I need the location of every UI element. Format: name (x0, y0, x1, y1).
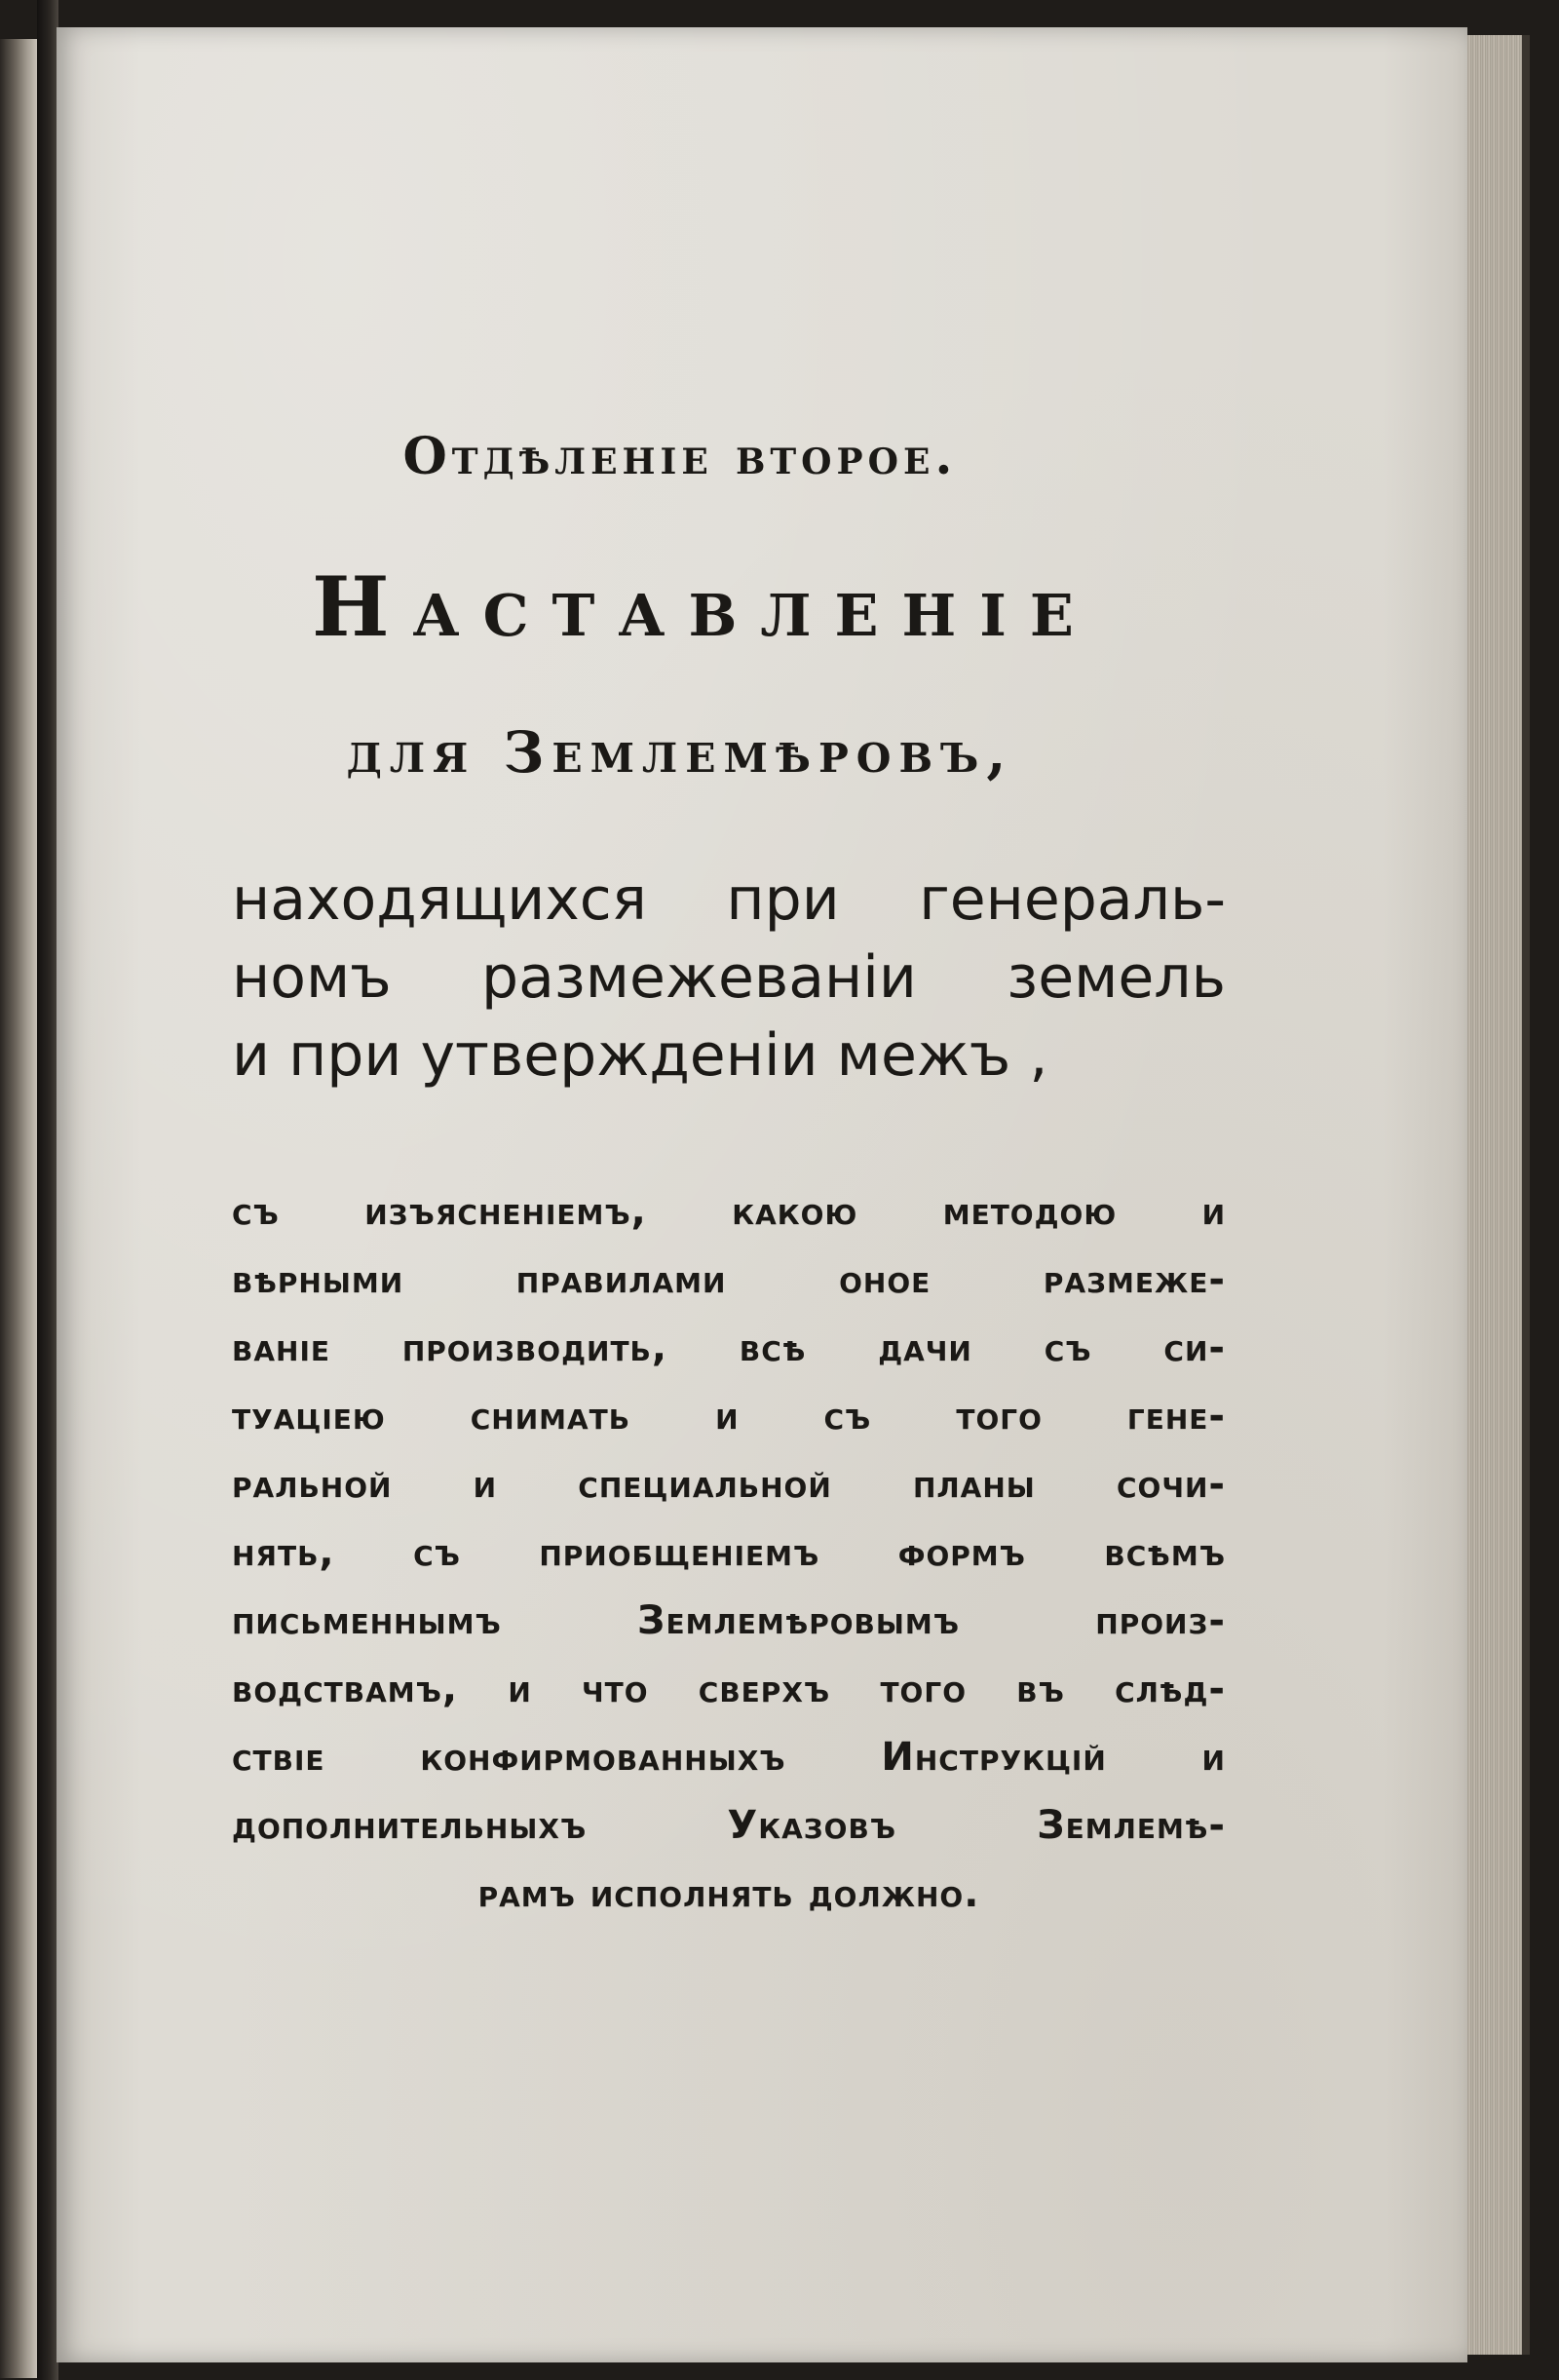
page-stack-edge (1462, 35, 1530, 2355)
body-line: ванiе производить, всѣ дачи съ си- (232, 1325, 1226, 1370)
book-page (57, 27, 1467, 2362)
body-line: съ изъясненiемъ, какою методою и (232, 1189, 1226, 1234)
page-title: Наставленiе (312, 558, 1097, 655)
book-gutter (37, 0, 58, 2380)
previous-page-edge (0, 39, 39, 2378)
body-paragraph (232, 1177, 1226, 1928)
page-subtitle: для Землемѣровъ, (346, 719, 1014, 786)
body-line: водствамъ, и что сверхъ того въ слѣд- (232, 1667, 1226, 1711)
body-line: ральной и специальной планы сочи- (232, 1462, 1226, 1507)
body-line: рамъ исполнять должно. (477, 1871, 980, 1916)
body-line: дополнительныхъ Указовъ Землемѣ- (232, 1803, 1226, 1848)
section-heading: Отдѣленiе второе. (402, 427, 958, 486)
body-line: письменнымъ Землемѣровымъ произ- (232, 1598, 1226, 1643)
lead-paragraph (232, 861, 1226, 1094)
lead-line: номъ размежеванiи земель (232, 943, 1226, 1012)
body-line: туацiею снимать и съ того гене- (232, 1394, 1226, 1439)
body-line: ствiе конфирмованныхъ Инструкцiй и (232, 1735, 1226, 1780)
lead-line: и при утвержденiи межъ , (232, 1021, 1048, 1090)
lead-line: находящихся при генераль- (232, 865, 1226, 934)
body-line: вѣрными правилами оное размеже- (232, 1257, 1226, 1302)
body-line: нять, съ приобщенiемъ формъ всѣмъ (232, 1530, 1226, 1575)
